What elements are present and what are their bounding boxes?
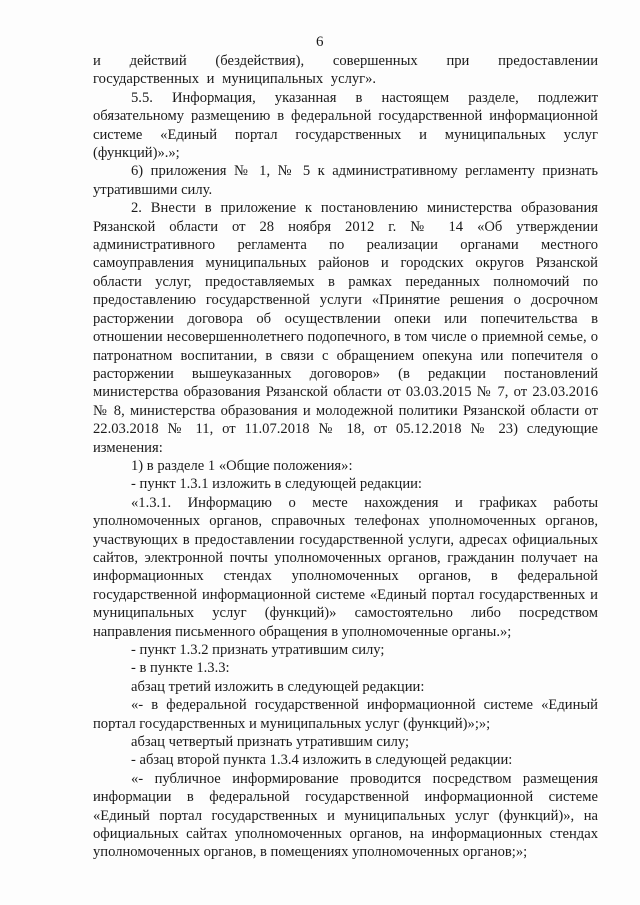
page-number: 6: [316, 34, 324, 50]
paragraph-point-1-3-2: - пункт 1.3.2 признать утратившим силу;: [131, 642, 385, 658]
paragraph-third-abzac: абзац третий изложить в следующей редакции:: [131, 678, 425, 695]
paragraph-point-1-3-1: - пункт 1.3.1 изложить в следующей редакции:: [131, 476, 422, 493]
paragraph-5-5: 5.5. Информация, указанная в настоящем разделе, подлежит обязательному размещению в федеральной государственной информационной системе «Единый портал государственных и муниципальных услуг (функций)».»;: [93, 89, 598, 162]
paragraph-section-2: 2. Внести в приложение к постановлению министерства образования Рязанской области от 28 ноября 2012 г. № 14 «Об утверждении административного регламента по реализации органами местного самоуправления муниципальных районов и городских округов Рязанской области услуг, предоставляемых в рамках переданных полномочий по предоставлению государственной услуги «Принятие решения о досрочном расторжении договора об осуществлении опеки или попечительства в отношении несовершеннолетнего подопечного, в том числе о приемной семье, о патронатном воспитании, в связи с обращением опекуна или попечителя о расторжении вышеуказанных договоров» (в редакции постановлений министерства образования Рязанской области от 03.03.2015 № 7, от 23.03.2016 № 8, министерства образования и молодежной политики Рязанской области от 22.03.2018 № 11, от 11.07.2018 № 18, от 05.12.2018 № 23) следующие изменения:: [93, 200, 598, 456]
paragraph-fourth-abzac: абзац четвертый признать утратившим силу;: [131, 734, 410, 751]
paragraph-section-1-heading: 1) в разделе 1 «Общие положения»:: [131, 457, 353, 474]
paragraph-quote-1-3-1: «1.3.1. Информацию о месте нахождения и графиках работы уполномоченных органов, справочных телефонах уполномоченных органов, участвующих в предоставлении государственной услуги, адресах официальных сайтов, электронной почты уполномоченных органов, гражданин получает на информационных стендах уполномоченных органов, в федеральной государственной информационной системе «Единый портал государственных и муниципальных услуг (функций)» самостоятельно либо посредством направления письменного обращения в уполномоченные органы.»;: [93, 494, 598, 640]
paragraph-point-1-3-4: - абзац второй пункта 1.3.4 изложить в следующей редакции:: [131, 752, 513, 769]
paragraph-continuation: и действий (бездействия), совершенных при предоставлении государственных и муниципальных услуг».: [93, 53, 598, 88]
paragraph-quote-public-info: «- публичное информирование проводится посредством размещения информации в федеральной государственной информационной системе «Единый портал государственных и муниципальных услуг (функций)», на официальных сайтах уполномоченных органов, на информационных стендах уполномоченных органов, в помещениях уполномоченных органов;»;: [93, 770, 598, 861]
paragraph-quote-portal: «- в федеральной государственной информационной системе «Единый портал государственных и муниципальных услуг (функций)»;»;: [93, 697, 598, 732]
document-body: [93, 52, 598, 862]
paragraph-item-6: 6) приложения № 1, № 5 к административному регламенту признать утратившими силу.: [93, 163, 598, 198]
paragraph-point-1-3-3: - в пункте 1.3.3:: [131, 660, 230, 677]
